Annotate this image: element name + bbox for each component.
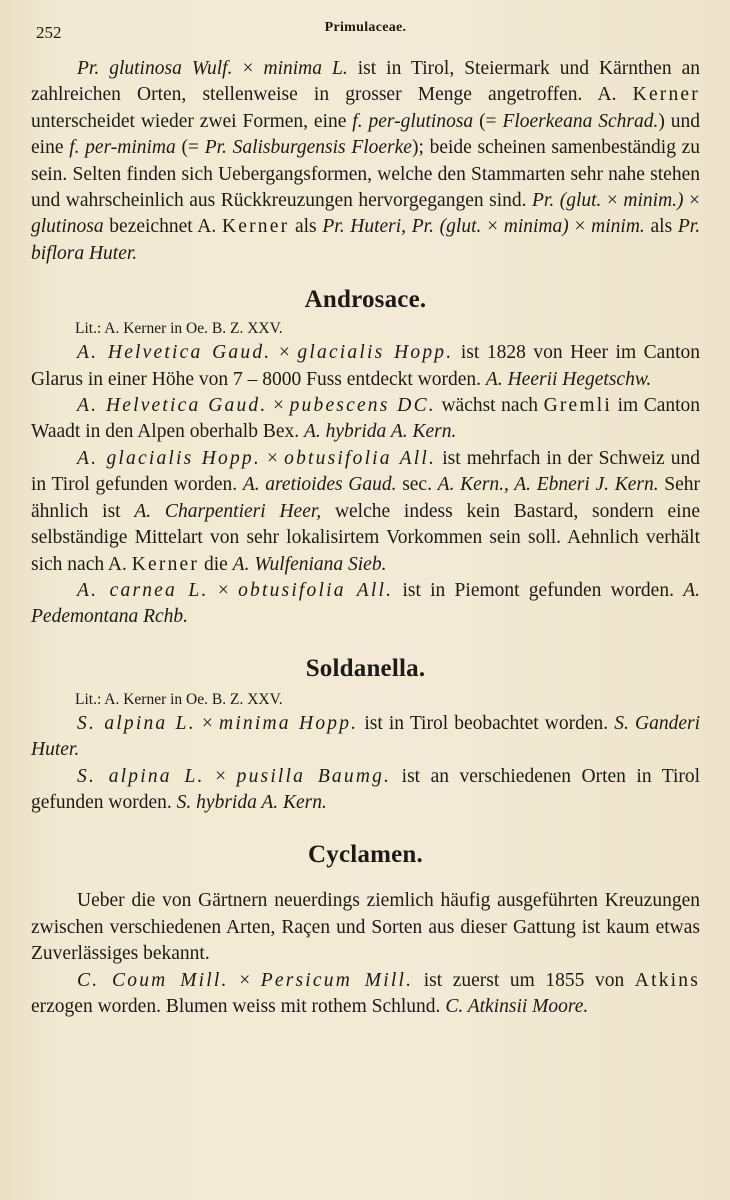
taxon-name: minima L. <box>263 58 348 79</box>
taxon-name: minim. <box>591 216 645 238</box>
androsace-paragraph-3 <box>31 446 700 578</box>
body-text: unterscheidet wieder zwei Formen, eine <box>31 110 347 132</box>
hybrid-cross-symbol: × <box>689 190 701 212</box>
literature-reference: Lit.: A. Kerner in Oe. B. Z. XXV. <box>75 690 283 708</box>
soldanella-paragraph-2 <box>31 764 700 817</box>
taxon-name: obtusifolia All. <box>284 447 437 469</box>
taxon-name: Pr. biflora Huter. <box>31 216 701 264</box>
page-number: 252 <box>36 23 62 42</box>
page-body <box>31 56 700 1020</box>
taxon-name: Persicum Mill. <box>260 969 414 991</box>
body-text: ist in Piemont gefunden worden. <box>402 579 674 601</box>
body-text: ); beide scheinen samenbeständig zu sein. Selten finden sich Uebergangsformen, welche den Stammarten sehr nahe stehen und wahrscheinlich aus Rückkreuzungen hervorgegangen sind. <box>31 137 701 212</box>
androsace-paragraph-2 <box>31 393 700 446</box>
taxon-name: C. Atkinsii Moore. <box>445 995 589 1017</box>
body-text: welche indess kein Bastard, sondern eine selbständige Mittelart von sehr lokalisirtem Vorkommen sein soll. Aehnlich verhält sich nach A. <box>31 500 700 575</box>
hybrid-cross-symbol: × <box>217 579 229 601</box>
androsace-paragraph-1 <box>31 340 700 393</box>
body-text: sec. <box>402 474 432 496</box>
taxon-name: f. per-glutinosa <box>352 110 474 132</box>
hybrid-cross-symbol: × <box>201 712 213 734</box>
body-text: im Canton Waadt in den Alpen oberhalb Bex. <box>31 395 701 443</box>
body-text: wächst nach <box>441 395 538 417</box>
body-text: die <box>203 553 228 575</box>
taxon-name: A. Helvetica Gaud. <box>77 342 272 364</box>
running-title: Primulaceae. <box>324 20 407 35</box>
literature-reference: Lit.: A. Kerner in Oe. B. Z. XXV. <box>75 320 283 338</box>
taxon-name: Pr. Salisburgensis Floerke <box>204 137 412 159</box>
section-heading-cyclamen: Cyclamen. <box>308 841 423 869</box>
taxon-name: Floerkeana Schrad. <box>502 110 659 132</box>
body-text: bezeichnet A. <box>109 216 217 238</box>
taxon-name: A. Heerii Hegetschw. <box>485 368 652 390</box>
taxon-name: A. Wulfeniana Sieb. <box>232 553 387 575</box>
author-name: Atkins <box>634 969 701 991</box>
taxon-name: A. glacialis Hopp. <box>77 447 261 469</box>
taxon-name: S. alpina L. <box>77 765 205 787</box>
taxon-name: A. carnea L. <box>77 579 209 601</box>
taxon-name: glutinosa <box>31 216 104 238</box>
taxon-name: A. Charpentieri Heer, <box>134 500 322 522</box>
taxon-name: minim.) <box>623 190 684 212</box>
body-text: ist zuerst um 1855 von <box>423 969 625 991</box>
androsace-paragraph-4 <box>31 578 700 631</box>
body-text: ist mehrfach in der Schweiz und in Tirol gefunden worden. <box>31 447 701 496</box>
taxon-name: S. alpina L. <box>77 712 196 734</box>
taxon-name: pusilla Baumg. <box>236 765 392 787</box>
taxon-name: A. aretioides Gaud. <box>242 474 397 496</box>
hybrid-cross-symbol: × <box>487 216 499 238</box>
taxon-name: minima) <box>503 216 569 238</box>
taxon-name: glacialis Hopp. <box>297 342 454 364</box>
body-text: ) und eine <box>31 110 700 159</box>
hybrid-cross-symbol: × <box>606 190 618 212</box>
body-text: (= <box>181 137 199 159</box>
author-name: Kerner <box>131 553 200 575</box>
body-text: ist 1828 von Heer im Canton Glarus in einer Höhe von 7 – 8000 Fuss entdeckt worden. <box>31 342 700 390</box>
body-text: als <box>294 216 317 238</box>
body-text: ist in Tirol beobachtet worden. <box>364 712 609 734</box>
body-text: ist in Tirol, Steiermark und Kärnthen an zahlreichen Orten, stellenweise in grosser Menge angetroffen. A. <box>31 58 700 106</box>
cyclamen-paragraph-1 <box>31 968 700 1021</box>
hybrid-cross-symbol: × <box>239 969 251 991</box>
author-name: Kerner <box>632 84 700 106</box>
author-name: Kerner <box>221 216 290 238</box>
body-text: erzogen worden. Blumen weiss mit rothem Schlund. <box>31 995 441 1017</box>
primula-paragraph <box>31 56 700 267</box>
body-text: Sehr ähnlich ist <box>31 474 701 522</box>
section-heading-soldanella: Soldanella. <box>305 654 426 682</box>
hybrid-cross-symbol: × <box>278 342 290 364</box>
taxon-name: S. Ganderi Huter. <box>31 712 700 761</box>
taxon-name: pubescens DC. <box>289 395 436 417</box>
body-text: (= <box>479 110 497 132</box>
body-text: ist an verschiedenen Orten in Tirol gefunden worden. <box>31 765 701 813</box>
author-name: Gremli <box>543 395 612 417</box>
taxon-name: f. per-minima <box>69 137 176 159</box>
taxon-name: Pr. glutinosa Wulf. <box>77 58 233 79</box>
taxon-name: S. hybrida A. Kern. <box>176 791 327 813</box>
cyclamen-intro-paragraph: Ueber die von Gärtnern neuerdings ziemlich häufig ausgeführten Kreuzungen zwischen verschiedenen Arten, Raçen und Sorten aus dieser Gattung ist kaum etwas Zuverlässiges bekannt. <box>31 890 700 965</box>
taxon-name: C. Coum Mill. <box>77 969 229 991</box>
hybrid-cross-symbol: × <box>242 58 254 79</box>
taxon-name: minima Hopp. <box>219 712 359 734</box>
taxon-name: obtusifolia All. <box>238 579 394 601</box>
taxon-name: A. Pedemontana Rchb. <box>31 579 701 628</box>
section-heading-androsace: Androsace. <box>304 286 427 314</box>
hybrid-cross-symbol: × <box>273 395 285 417</box>
hybrid-cross-symbol: × <box>215 765 227 787</box>
hybrid-cross-symbol: × <box>574 216 586 238</box>
taxon-name: Pr. (glut. <box>532 190 602 212</box>
taxon-name: A. Kern., A. Ebneri J. Kern. <box>437 474 659 496</box>
taxon-name: Pr. Huteri, Pr. (glut. <box>322 216 482 238</box>
body-text: als <box>650 216 673 238</box>
soldanella-paragraph-1 <box>31 711 700 764</box>
hybrid-cross-symbol: × <box>267 447 279 469</box>
taxon-name: A. Helvetica Gaud. <box>77 395 268 417</box>
running-header <box>31 0 700 50</box>
taxon-name: A. hybrida A. Kern. <box>303 421 457 443</box>
